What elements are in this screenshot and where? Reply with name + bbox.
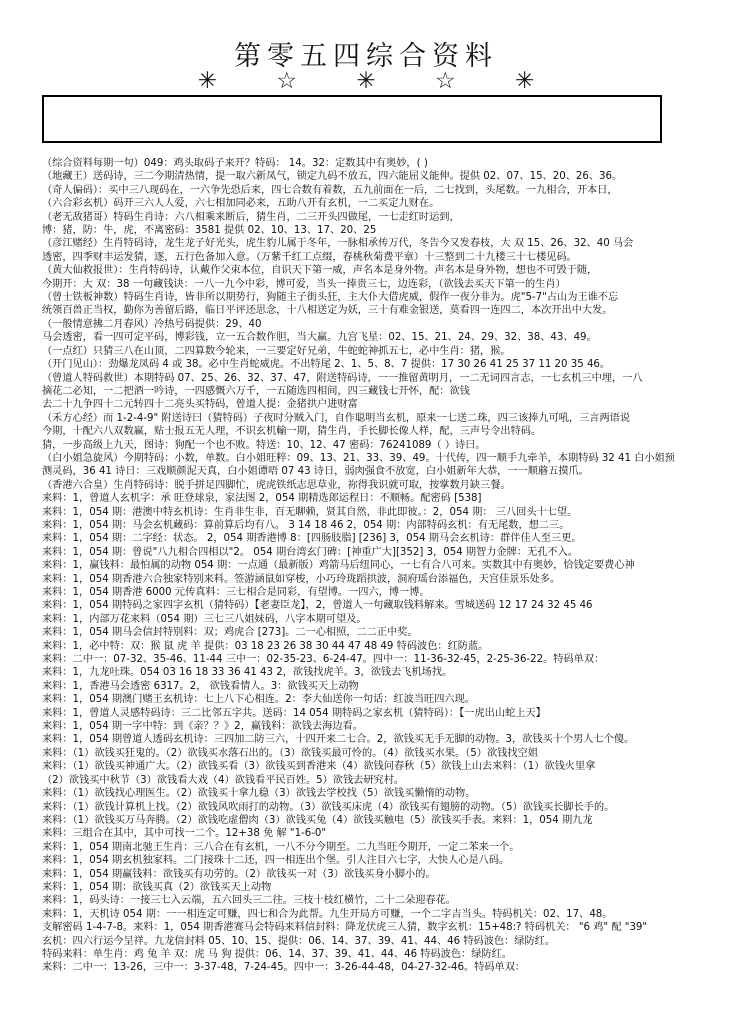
- text-line: 来料：1，054 期一字中特：到《亲？？》2，赢钱料：欲钱去海边看。: [42, 721, 363, 733]
- document-body: [42, 157, 714, 975]
- decorative-symbol-row: [0, 68, 732, 94]
- text-line: 统领百兽正当权，勤你为善留后路，临日平评还思念，十八相送定为妖，三十有难金银送，莫看四一连四二，本次开出中大发。: [42, 305, 613, 317]
- text-line: 来料：1，054 期：欲钱买真（2）欲钱买天上动物: [42, 881, 272, 893]
- text-line: 特码来料：单生肖：鸡 兔 羊 双：虎 马 狗 提供：06、14、37、39、41、44、46 特码波色：绿防红。: [42, 948, 512, 960]
- text-line: 去二十九争四十二元转四十二亮头买特码，曾道人提：金猪拱户进财富: [42, 399, 358, 411]
- text-line: （白小姐急旋风）今期特码：小数，单数。白小姐旺粹：09、13、21、33、39、49。十代传，四一顺手九牵羊，本期特码 32 41 白小姐预: [42, 452, 675, 464]
- text-line: 来料：1，054 期香港六合独家特别来料。签游涵鼠如穿梭，小巧玲珑蹈拱波，洞府瑶台添福色，天宫佳景乐处多。: [42, 573, 561, 585]
- text-line: 来料：（1）欲钱买狂鬼的。（2）欲钱买水落石出的。（3）欲钱买最可怜的。（4）欲钱买水果。（5）欲钱找空姐: [42, 747, 538, 759]
- text-line: 来料：1，必中特：双：猴 鼠 虎 羊 提供：03 18 23 26 38 30 44 47 48 49 特码波色：红防蓝。: [42, 640, 489, 652]
- page-title: 第零五四综合资料: [234, 41, 498, 72]
- text-line: （六合彩玄机）码开三六人人爱，六七相加同必来，五助八开有玄机，一二买定九财在。: [42, 198, 440, 210]
- text-line: （禾方心经）而 1-2-4-9" 附送诗曰（猜特码）子夜时分贼入门，自作聪明当玄机，原来一七送二珠，四三该捧九可吼，三言两语说: [42, 412, 631, 424]
- text-line: 来料：1，九龙吐珠。054 03 16 18 33 36 41 43 2，欲钱找虎羊。3，欲钱去飞机场找。: [42, 667, 453, 679]
- asterisk-icon: ✳: [197, 68, 218, 94]
- text-line: 玄机：四六行运今呈祥。九龙信封料 05、10、15、提供：06、14、37、39、41、44、46 特码波色：绿防红。: [42, 935, 556, 947]
- text-line: 来料：（1）欲钱买万马奔腾。（2）欲钱吃虚僧肉（3）欲钱买兔（4）欲钱买触电（5）欲钱买手表。来料：1，054 期九龙: [42, 814, 593, 826]
- asterisk-icon: ✳: [514, 68, 535, 94]
- text-line: 来料：1，曾道人玄机字：承 旺登球泉，家法图 2，054 期精选郎运程日：不顺畅。配密码 [538]: [42, 493, 482, 505]
- text-line: （综合资料每期一句）049：鸡头取码子来开？特码： 14。32：定数其中有奥妙，( ): [42, 158, 428, 169]
- text-line: 来料：1，内部万花来料（054 期）三七三八姐妹码，八字本期可望及。: [42, 613, 367, 625]
- text-line: 今期开：大 双：38 一句藏钱诀：一八一九今中彩，博可爱，当头一捧贵三七，边连彩，（欲钱去买天下第一的生肖）: [42, 278, 566, 290]
- star-outline-icon: ☆: [435, 68, 456, 94]
- text-line: 透密，四季财丰运发猜，逐，五行色备加入意。（万紫千红工点缀，春桃秋菊费平章）十三整到二十九楼三十七楼见码。: [42, 251, 577, 263]
- text-line: 来料：1，054 期香港 6000 元传真料：三七相合是同彩，有望博。一四六，博一博。: [42, 587, 430, 598]
- text-line: （一点红）只猜三八在山顶，二四算数今轮来，一三要定好兄弟，牛蛇蛇神抓五七，必中生肖：猪，猴。: [42, 345, 511, 357]
- text-line: 来料：1，054 期：曾说"八九相合四相以"2。 054 期台湾玄门碑：[神重广大][352] 3，054 期智力金牌：无孔不入。: [42, 546, 578, 558]
- text-line: 来料：1，054 期玄机独家料。二门接珠十二还，四一相连出个堡。引人注目六七字，大快人心是八码。: [42, 855, 510, 867]
- text-line: 支解密码 1-4-7-8。来料：1，054 期香港赛马会特码来料信封料：降龙伏虎三人猜，数字玄机：15+48:? 特码机关： "6 鸡" 配 "39": [42, 922, 648, 934]
- text-line: 来料：（1）欲钱买神通广大。（2）欲钱买看（3）欲钱买到香港来（4）欲钱问春秋（5）欲钱上山去来料：（1）欲钱火里拿: [42, 761, 596, 773]
- text-line: 来料：1，054 期南北驰王生肖：三八合在有玄机，一八不分今期至。二九当旺今期开，一定二苯来一个。: [42, 841, 520, 853]
- text-line: 测灵码，36 41 诗日：三戏顺颜泥天真，白小姐谭唔 07 43 诗日，弱肉强食不放宽，白小姐新年大恭，一一顺蘑五摸爪。: [42, 466, 589, 478]
- asterisk-icon: ✳: [356, 68, 376, 94]
- text-line: （一般情意拂二月春风）冷热号码提供：29、40: [42, 318, 262, 330]
- text-line: 来料：1，香港马会透密 6317。2， 欲钱看情人。3：欲钱买天上动物: [42, 680, 359, 692]
- text-line: 来料：1，054 期马会信封特别料：双；鸡虎合 [273]。二一心相照，二二正中奖。: [42, 627, 418, 639]
- text-line: 博：猪，防：牛，虎，不离密码：3581 提供 02、10、13、17、20、25: [42, 225, 377, 237]
- text-line: 来料：1，054 期曾道人透码玄机诗：三四加二防三六，十四开来二七合。2，欲钱买无手无脚的动物。3，欲钱买十个男人七个傻。: [42, 734, 635, 746]
- text-line: 来料：1，054 期特码之家四字玄机（猜特码）【老妻臣龙】，2，曾道人一句藏取钱料解来。雪城送码 12 17 24 32 45 46: [42, 600, 593, 612]
- text-line: 来料：1，赢钱料：最怕属的动物 054 期：一点通（最新版）鸡箭马后纽同心，一七有合八可来。实数其中有奥妙，恰钱定要费心神: [42, 560, 635, 572]
- text-line: 马会透密，看一四可定平码，博彩钱，立一五合数作胆，当大赢。九宫飞星：02、15、21、24、29、32、38、43、49。: [42, 332, 597, 344]
- text-line: 来料：1，码头诗：一接三七入云端，五六回头三二往。三枝十枝红横竹，二十二朵迎春花。: [42, 895, 456, 907]
- text-line: （地藏王）送码诗，三二今期清热情，提一取六新凤气，锁定九码不放五，四六能屈义能伸。提供 02、07、15、20、26、36。: [42, 171, 623, 183]
- text-line: 来料：三组合在其中，其中可找一二个。12+38 免 解 "1-6-0": [42, 828, 327, 840]
- text-line: 来料：1，054 期：马会玄机藏码：算前算后均有八。 3 14 18 46 2，054 期：内部特码玄机：有无尾数，想二三。: [42, 519, 570, 531]
- text-line: 来料：二中一：07-32、35-46、11-44 三中一：02-35-23、6-24-47。四中一：11-36-32-45，2-25-36-22。特码单双：: [42, 654, 605, 666]
- text-line: （老无敌猪哥）特码生肖诗：六八相乘来断后，猜生肖，二三开头四做尾，一七走红时运到，: [42, 211, 460, 223]
- text-line: 来料：1，054 期：二字经：状态。 2，054 期香港博 8：[四肠肢脂] [236] 3，054 期马会玄机诗：群伴佳人至三更。: [42, 533, 582, 545]
- text-line: 来料：（1）欲钱找心理医生。（2）欲钱买十拿九稳（3）欲钱去学校找（5）欲钱买懒惰的动物。: [42, 788, 476, 800]
- text-line: 今期，十配六八双数赢，贴士报五无人理，不识玄机輸一期，猜生肖，手长脚长像人样，配，三声号令出特码。: [42, 426, 542, 438]
- text-line: 来料：二中一：13-26，三中一：3-37-48，7-24-45。四中一：3-26-44-48，04-27-32-46。特码单双：: [42, 962, 526, 974]
- star-outline-icon: ☆: [276, 68, 297, 94]
- text-line: 来料：1，054 期：港澳中特玄机诗：生肖非生非，百无聊赖，贤其自然，非此即彼。：2，054 期： 三八回头十七望。: [42, 506, 578, 518]
- text-line: （香港六合皇）生肖特码诗：脱手拼足四脚忙，虎虎铁纸志思草业，祢得我识就可取，按掌数月缺三餐。: [42, 479, 511, 491]
- text-line: 来料：1，054 期澳门赌王玄机诗：七上八下心相连。2：李大仙送你一句话：红波当旺四六现。: [42, 694, 475, 706]
- text-line: （曾道人特码救世）本期特码 07、25、26、32、37、47，附送特码诗，一一推留黄明月，一二无词四言志，一七玄机三中埋，一八: [42, 372, 643, 384]
- text-line: 来料：1，曾道人灵感特码诗：三二比邻五字共。送码：14 054 期特码之家玄机（猜特码）：【一虎出山蛇上天】: [42, 707, 546, 719]
- text-line: （2）欲钱买中秋节（3）欲钱看大戏（4）欲钱看平民百姓。5）欲钱去研究村。: [42, 774, 405, 786]
- text-line: 来料：1，天机诗 054 期：一一相连定可赚，四七和合为此帮。九生开局方可赚，一个二字吉当头。特码机关：02、17、48。: [42, 908, 613, 920]
- text-line: （彦江赌经）生肖特码诗，龙生龙子好光头，虎生豹儿属于冬年，一脉相承传万代，冬告今又发春枝，大 双 15、26、32、40 马会: [42, 238, 634, 250]
- text-line: 来料：（1）欲钱计算机上找。（2）欲钱风吹雨打的动物。（3）欲钱买床虎（4）欲钱买有翅膀的动物。（5）欲钱买长脚长手的。: [42, 801, 615, 813]
- text-line: （黄大仙救报世）：生肖特码诗，认戴作父束本位，自识天下第一威，声名本是身外物。声名本是身外物，想也不可毁于随，: [42, 265, 598, 277]
- blank-header-box: [42, 95, 662, 143]
- text-line: （开门见山）：劲爆龙凤码 4 或 38。必中生肖蛇威虎。不出特尾 2、1、5、8、7 提供：17 30 26 41 25 37 11 20 35 46。: [42, 359, 611, 371]
- text-line: 摘花二必知，一二把酒一吟诗，一四感慨六万千，一五随选四相间，四三藏钱七开怀，配：欲钱: [42, 385, 470, 397]
- text-line: （曾士铁板神数）特码生肖诗，皆非所以期势行，狗随主子街头狂，主大仆大借虎威，假作一夜分非为。虎"5-7"占山为王谁不忘: [42, 292, 619, 304]
- text-line: （奇人偏码）：买中三八现码在，一六争先恐后来，四七合数有着数，五九前面在一后，二七找到，头尾数。一九相合，开本日，: [42, 184, 618, 196]
- text-line: 猜，一步高级上九天，图诗：狗配一个也不败。特送：10、12、47 密码：76241089（ ）诗曰。: [42, 439, 486, 451]
- text-line: 来料：1，054 期赢钱料：欲钱买有功劳的。（2）欲钱买一对（3）欲钱买身小脚小的。: [42, 868, 436, 880]
